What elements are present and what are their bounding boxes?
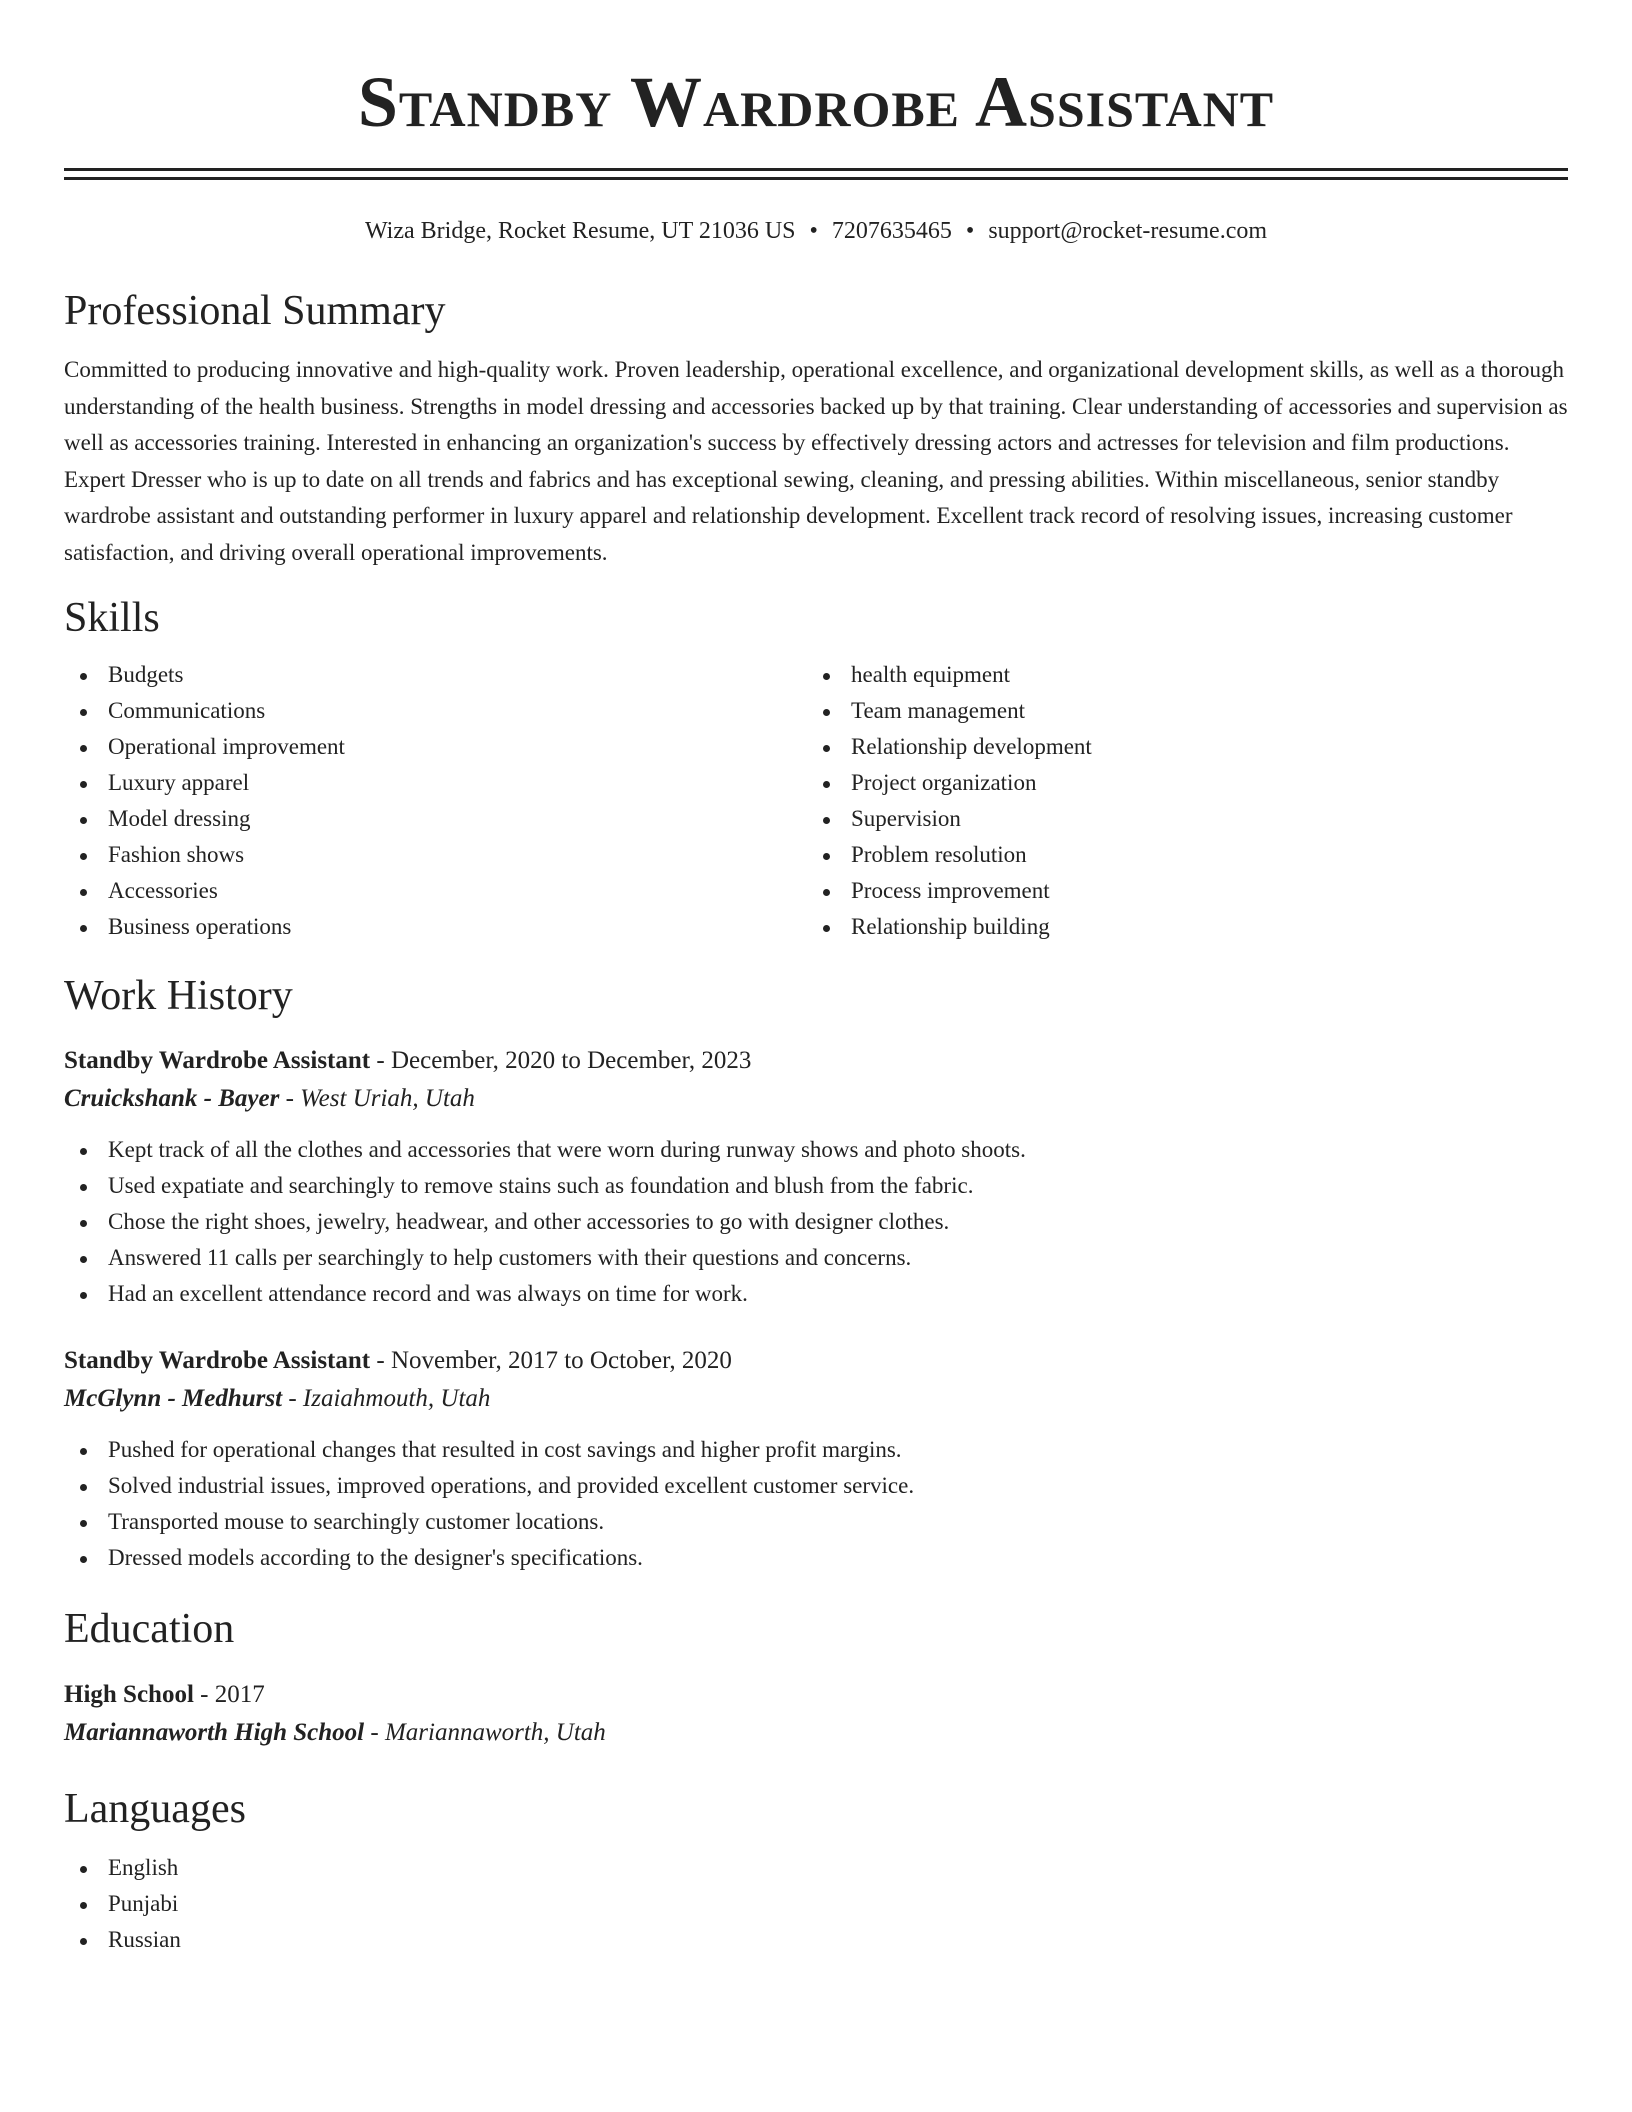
job-dash: - [279,1084,301,1112]
job-bullet: Transported mouse to searchingly customer locations. [64,1504,1568,1540]
education-school-line [64,1714,1568,1752]
skill-item: Relationship development [807,729,1550,765]
contact-email: support@rocket-resume.com [988,218,1268,244]
skill-item: health equipment [807,657,1550,693]
education-dash: - [193,1680,215,1708]
skill-item: Model dressing [64,801,807,837]
job-bullet: Had an excellent attendance record and was always on time for work. [64,1276,1568,1312]
job-location: West Uriah, Utah [300,1084,475,1112]
summary-text: Committed to producing innovative and high-quality work. Proven leadership, operational excellence, and organizational development skills, as well as a thorough understanding of the health business. Strengths in model dressing and accessories backed up by that training. Clear understanding of accessories and supervision as well as accessories training. Interested in enhancing an organization's success by effectively dressing actors and actresses for television and film productions. Expert Dresser who is up to date on all trends and fabrics and has exceptional sewing, cleaning, and pressing abilities. Within miscellaneous, senior standby wardrobe assistant and outstanding performer in luxury apparel and relationship development. Excellent track record of resolving issues, increasing customer satisfaction, and driving overall operational improvements. [64,357,1568,565]
job-dash: - [282,1384,303,1412]
job-heading [64,1342,1568,1380]
languages-list [64,1850,1568,1958]
contact-phone: 7207635465 [831,218,952,244]
job-employer [64,1080,1568,1118]
job-bullet: Dressed models according to the designer's specifications. [64,1540,1568,1576]
skill-item: Budgets [64,657,807,693]
skills-list-right [807,657,1550,945]
job-location: Izaiahmouth, Utah [302,1384,491,1412]
contact-separator: • [809,218,818,244]
section-title-summary: Professional Summary [64,288,446,334]
section-title-languages: Languages [64,1785,246,1832]
job-dash: - [370,1046,391,1074]
education-school: Mariannaworth High School [64,1718,365,1746]
skill-item: Business operations [64,909,807,945]
skill-item: Fashion shows [64,837,807,873]
language-item: Punjabi [64,1886,1568,1922]
job-position: Standby Wardrobe Assistant [64,1346,371,1374]
education-dash: - [364,1718,385,1746]
job-bullet-list [64,1132,1568,1312]
job-dates: December, 2020 to December, 2023 [390,1046,752,1074]
job-bullet: Answered 11 calls per searchingly to help customers with their questions and concerns. [64,1240,1568,1276]
language-item: Russian [64,1922,1568,1958]
job-company: Cruickshank - Bayer [64,1084,280,1112]
job-position: Standby Wardrobe Assistant [64,1046,371,1074]
skill-item: Project organization [807,765,1550,801]
contact-separator: • [965,218,975,244]
education-heading [64,1676,1568,1714]
job-bullet: Kept track of all the clothes and accessories that were worn during runway shows and photo shoots. [64,1132,1568,1168]
header-divider-thick [64,168,1568,171]
job-bullet-list [64,1432,1568,1576]
job-bullet: Pushed for operational changes that resulted in cost savings and higher profit margins. [64,1432,1568,1468]
job-heading [64,1042,1568,1080]
skill-item: Luxury apparel [64,765,807,801]
job-bullet: Used expatiate and searchingly to remove stains such as foundation and blush from the fabric. [64,1168,1568,1204]
resume-page [64,0,1568,1958]
section-title-skills: Skills [64,595,160,642]
skill-item: Communications [64,693,807,729]
contact-line [64,216,1568,246]
section-title-work-history: Work History [64,973,293,1020]
skill-item: Operational improvement [64,729,807,765]
job-employer [64,1380,1568,1418]
skill-item: Supervision [807,801,1550,837]
skills-grid [64,657,1568,945]
contact-address: Wiza Bridge, Rocket Resume, UT 21036 US [364,218,796,244]
education-year: 2017 [214,1680,265,1708]
skill-item: Problem resolution [807,837,1550,873]
education-degree: High School [64,1680,194,1708]
job-bullet: Solved industrial issues, improved operations, and provided excellent customer service. [64,1468,1568,1504]
header-divider-thin [64,177,1568,180]
skill-item: Process improvement [807,873,1550,909]
skill-item: Accessories [64,873,807,909]
education-location: Mariannaworth, Utah [384,1718,606,1746]
skills-list-left [64,657,807,945]
skill-item: Relationship building [807,909,1550,945]
job-dash: - [370,1346,391,1374]
language-item: English [64,1850,1568,1886]
resume-name: Standby Wardrobe Assistant [357,62,1275,142]
job-bullet: Chose the right shoes, jewelry, headwear, and other accessories to go with designer clothes. [64,1204,1568,1240]
job-company: McGlynn - Medhurst [64,1384,283,1412]
section-title-education: Education [64,1605,235,1652]
skill-item: Team management [807,693,1550,729]
job-dates: November, 2017 to October, 2020 [390,1346,732,1374]
